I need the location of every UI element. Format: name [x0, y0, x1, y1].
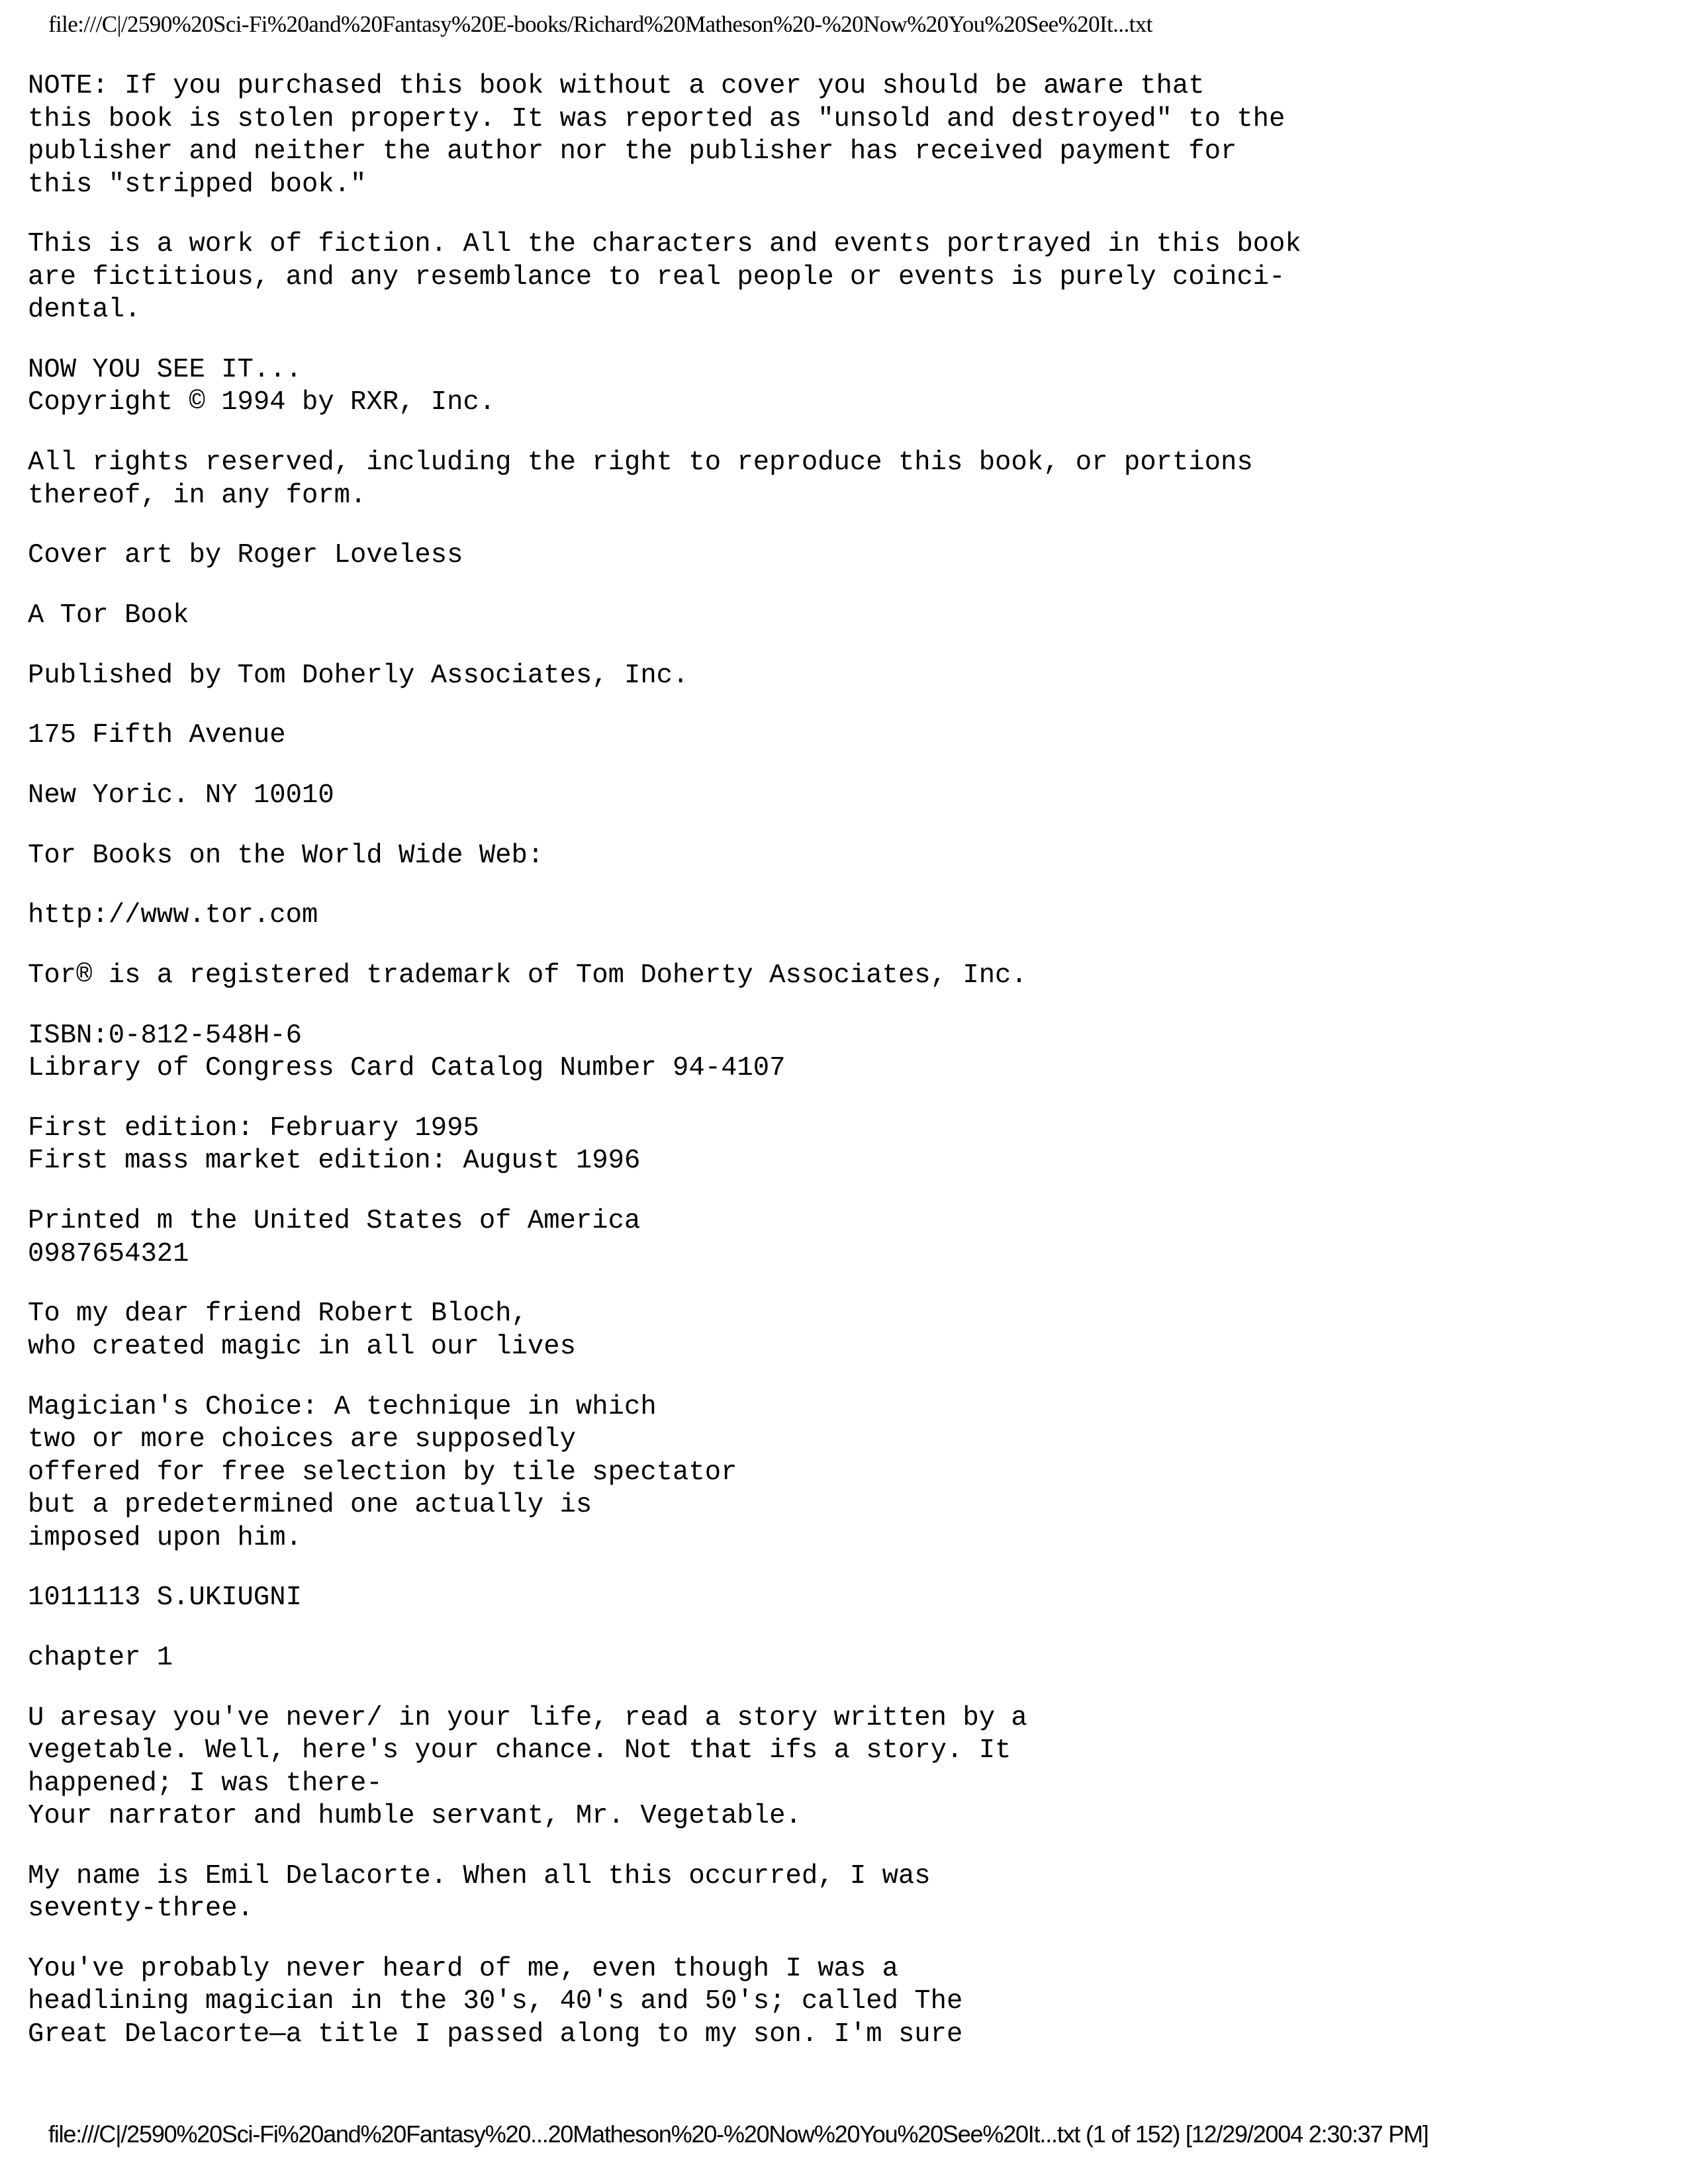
- text-line: U aresay you've never/ in your life, read a story written by a: [28, 1702, 1027, 1733]
- paragraph: [28, 600, 1301, 633]
- text-line: publisher and neither the author nor the publisher has received payment for: [28, 136, 1237, 167]
- text-line: NOTE: If you purchased this book without a cover you should be aware that: [28, 71, 1205, 101]
- paragraph: [28, 960, 1301, 993]
- paragraph: [28, 1702, 1301, 1833]
- text-line: chapter 1: [28, 1642, 173, 1673]
- text-line: 175 Fifth Avenue: [28, 720, 286, 751]
- text-line: but a predetermined one actually is: [28, 1490, 592, 1520]
- text-line: 0987654321: [28, 1238, 189, 1269]
- paragraph: [28, 660, 1301, 693]
- paragraph: [28, 1953, 1301, 2052]
- paragraph: [28, 1582, 1301, 1615]
- text-line: Tor Books on the World Wide Web:: [28, 840, 544, 871]
- text-line: Tor® is a registered trademark of Tom Doherty Associates, Inc.: [28, 960, 1027, 991]
- text-line: vegetable. Well, here's your chance. Not that ifs a story. It: [28, 1735, 1011, 1766]
- page-footer-path: file:///C|/2590%20Sci-Fi%20and%20Fantasy%20...20Matheson%20-%20Now%20You%20See%20It...txt (1 of 152) [12/29/2004 2:30:37 PM]: [48, 2120, 1429, 2148]
- paragraph: [28, 899, 1301, 933]
- text-line: Great Delacorte—a title I passed along to my son. I'm sure: [28, 2019, 963, 2050]
- paragraph: [28, 1298, 1301, 1363]
- paragraph: [28, 354, 1301, 420]
- text-line: seventy-three.: [28, 1893, 254, 1925]
- page-header-path: file:///C|/2590%20Sci-Fi%20and%20Fantasy%20E-books/Richard%20Matheson%20-%20Now%20You%20See%20It...txt: [48, 11, 1152, 37]
- paragraph: [28, 1391, 1301, 1555]
- text-line: are fictitious, and any resemblance to real people or events is purely coinci-: [28, 261, 1286, 293]
- paragraph: [28, 719, 1301, 752]
- text-line: Copyright © 1994 by RXR, Inc.: [28, 387, 496, 418]
- text-line: A Tor Book: [28, 600, 189, 631]
- paragraph: [28, 780, 1301, 813]
- text-line: http://www.tor.com: [28, 900, 318, 931]
- text-line: thereof, in any form.: [28, 480, 367, 511]
- text-line: 1011113 S.UKIUGNI: [28, 1582, 302, 1614]
- paragraph: [28, 228, 1301, 327]
- text-line: headlining magician in the 30's, 40's and 50's; called The: [28, 1986, 963, 2017]
- paragraph: [28, 840, 1301, 873]
- text-line: New Yoric. NY 10010: [28, 780, 334, 811]
- text-line: To my dear friend Robert Bloch,: [28, 1298, 528, 1330]
- paragraph: [28, 447, 1301, 512]
- paragraph: [28, 70, 1301, 201]
- document-body: [28, 70, 1301, 2079]
- paragraph: [28, 1205, 1301, 1271]
- paragraph: [28, 1020, 1301, 1085]
- text-line: Printed m the United States of America: [28, 1206, 641, 1237]
- text-line: two or more choices are supposedly: [28, 1424, 576, 1455]
- text-line: Your narrator and humble servant, Mr. Vegetable.: [28, 1801, 802, 1832]
- paragraph: [28, 1113, 1301, 1178]
- text-line: My name is Emil Delacorte. When all this occurred, I was: [28, 1860, 931, 1891]
- text-line: All rights reserved, including the right to reproduce this book, or portions: [28, 447, 1253, 478]
- paragraph: [28, 1860, 1301, 1926]
- text-line: Magician's Choice: A technique in which: [28, 1391, 657, 1422]
- text-line: First mass market edition: August 1996: [28, 1146, 641, 1177]
- text-line: ISBN:0-812-548H-6: [28, 1020, 302, 1051]
- text-line: imposed upon him.: [28, 1522, 302, 1553]
- text-line: dental.: [28, 295, 141, 326]
- text-line: NOW YOU SEE IT...: [28, 354, 302, 385]
- text-line: this "stripped book.": [28, 169, 367, 200]
- paragraph: [28, 539, 1301, 572]
- text-line: offered for free selection by tile spectator: [28, 1457, 737, 1488]
- text-line: happened; I was there-: [28, 1768, 383, 1799]
- text-line: Published by Tom Doherly Associates, Inc.: [28, 660, 689, 691]
- paragraph: [28, 1642, 1301, 1675]
- text-line: You've probably never heard of me, even though I was a: [28, 1953, 898, 1984]
- text-line: First edition: February 1995: [28, 1113, 479, 1144]
- text-line: This is a work of fiction. All the characters and events portrayed in this book: [28, 229, 1301, 260]
- text-line: Cover art by Roger Loveless: [28, 540, 463, 571]
- text-line: this book is stolen property. It was reported as "unsold and destroyed" to the: [28, 103, 1286, 134]
- text-line: Library of Congress Card Catalog Number 94-4107: [28, 1053, 786, 1084]
- text-line: who created magic in all our lives: [28, 1331, 576, 1362]
